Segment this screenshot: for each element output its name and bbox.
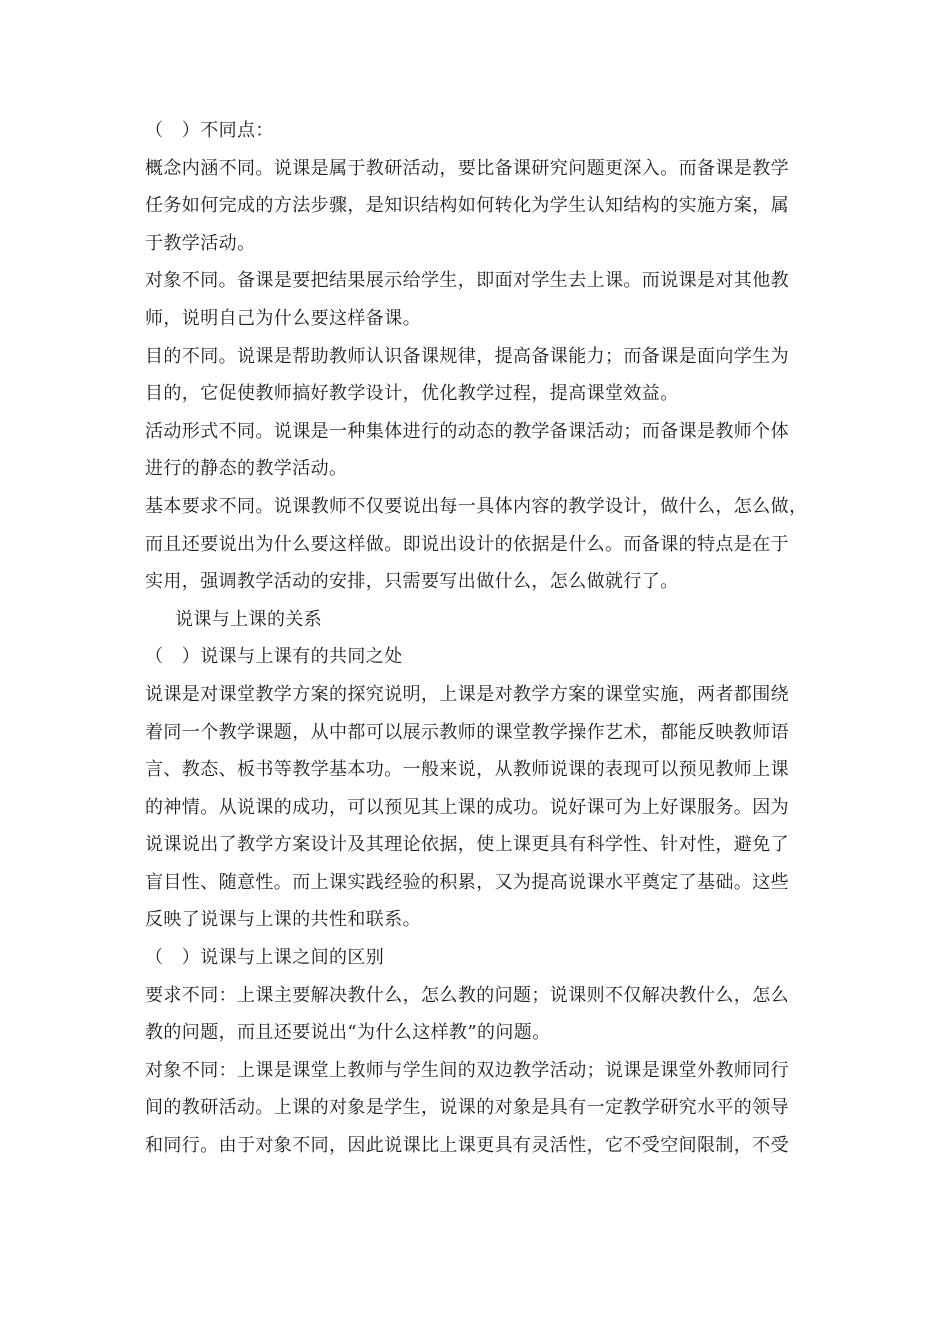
section-title: 说课与上课的关系 [175, 608, 323, 630]
paragraph-line: 的神情。从说课的成功，可以预见其上课的成功。说好课可为上好课服务。因为 [145, 796, 789, 818]
paragraph-line: 概念内涵不同。说课是属于教研活动，要比备课研究问题更深入。而备课是教学 [145, 157, 789, 179]
paragraph-line: 而且还要说出为什么要这样做。即说出设计的依据是什么。而备课的特点是在于 [145, 533, 789, 555]
section-heading: （ ）不同点： [145, 120, 274, 141]
paragraph-line: 任务如何完成的方法步骤，是知识结构如何转化为学生认知结构的实施方案，属 [145, 195, 789, 217]
paragraph-line: 着同一个教学课题，从中都可以展示教师的课堂教学操作艺术，都能反映教师语 [145, 721, 789, 743]
section-heading: （ ）说课与上课有的共同之处 [145, 646, 403, 668]
section-heading: （ ）说课与上课之间的区别 [145, 947, 385, 969]
paragraph-line: 目的不同。说课是帮助教师认识备课规律，提高备课能力；而备课是面向学生为 [145, 345, 789, 367]
paragraph-line: 盲目性、随意性。而上课实践经验的积累，又为提高说课水平奠定了基础。这些 [145, 871, 789, 893]
paragraph-line: 师，说明自己为什么要这样备课。 [145, 307, 421, 329]
paragraph-line: 实用，强调教学活动的安排，只需要写出做什么，怎么做就行了。 [145, 571, 679, 593]
paragraph-line: 教的问题，而且还要说出“为什么这样教”的问题。 [145, 1022, 551, 1044]
document-body [145, 112, 810, 1165]
paragraph-line: 活动形式不同。说课是一种集体进行的动态的教学备课活动；而备课是教师个体 [145, 420, 789, 442]
paragraph-line: 反映了说课与上课的共性和联系。 [145, 909, 421, 931]
paragraph-line: 对象不同：上课是课堂上教师与学生间的双边教学活动；说课是课堂外教师同行 [145, 1059, 789, 1081]
paragraph-line: 间的教研活动。上课的对象是学生，说课的对象是具有一定教学研究水平的领导 [145, 1097, 789, 1119]
paragraph-line: 对象不同。备课是要把结果展示给学生，即面对学生去上课。而说课是对其他教 [145, 270, 789, 292]
paragraph-line: 要求不同：上课主要解决教什么，怎么教的问题；说课则不仅解决教什么，怎么 [145, 984, 789, 1006]
paragraph-line: 言、教态、板书等教学基本功。一般来说，从教师说课的表现可以预见教师上课 [145, 759, 789, 781]
paragraph-line: 基本要求不同。说课教师不仅要说出每一具体内容的教学设计，做什么，怎么做， [145, 495, 808, 517]
paragraph-line: 说课是对课堂教学方案的探究说明，上课是对教学方案的课堂实施，两者都围绕 [145, 683, 789, 705]
paragraph-line: 说课说出了教学方案设计及其理论依据，使上课更具有科学性、针对性，避免了 [145, 834, 789, 856]
paragraph-line: 进行的静态的教学活动。 [145, 458, 348, 480]
paragraph-line: 于教学活动。 [145, 232, 256, 254]
paragraph-line: 和同行。由于对象不同，因此说课比上课更具有灵活性，它不受空间限制，不受 [145, 1135, 789, 1157]
paragraph-line: 目的，它促使教师搞好教学设计，优化教学过程，提高课堂效益。 [145, 383, 679, 405]
